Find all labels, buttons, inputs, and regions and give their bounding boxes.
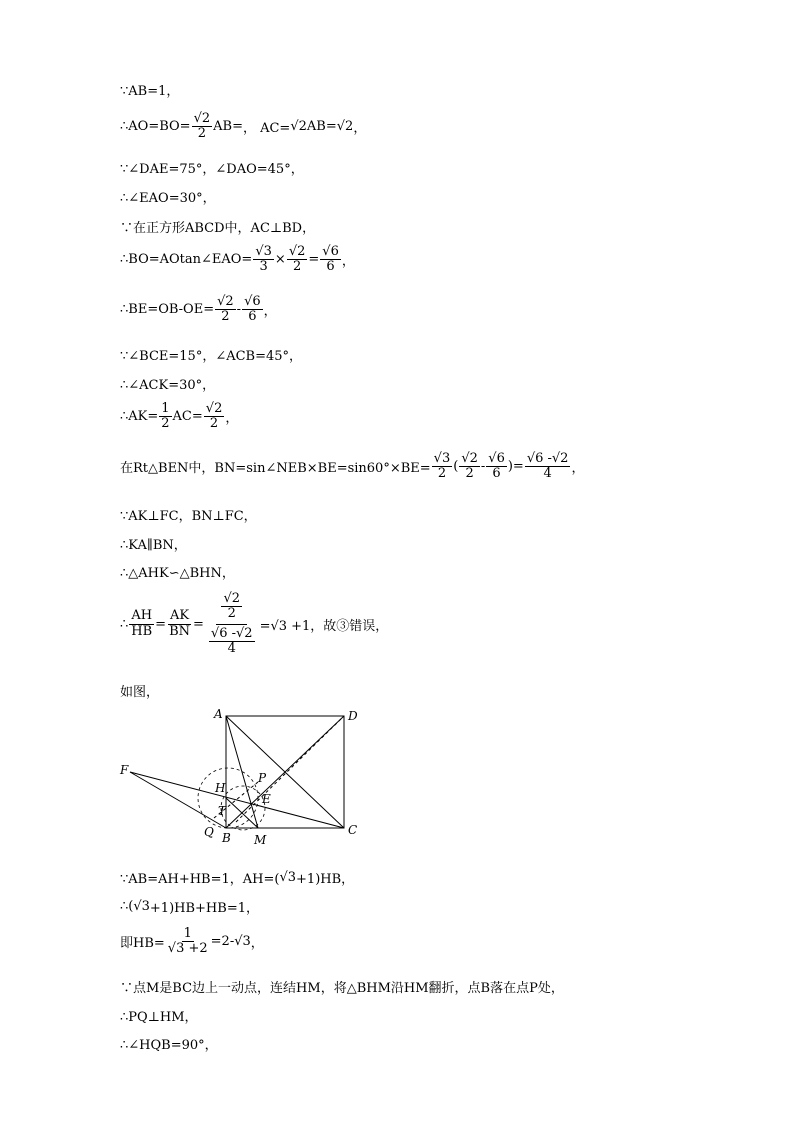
label-t: T: [218, 804, 227, 818]
label-e: E: [262, 792, 271, 806]
numerator: √2: [288, 244, 306, 259]
line-text: ，: [571, 461, 585, 477]
label-a: A: [214, 707, 223, 721]
line-text: √3: [133, 899, 150, 914]
segment-am: [226, 716, 258, 828]
line-text: ∵AB=1，: [120, 84, 180, 99]
line-text: ∴∠HQB=90°，: [120, 1038, 218, 1053]
text-line: [120, 1006, 198, 1025]
line-text: 如图，: [120, 685, 160, 700]
numerator: √2: [193, 111, 211, 126]
line-text: ，: [250, 936, 264, 952]
line-text: AB=: [213, 119, 243, 135]
text-line: [120, 345, 302, 364]
line-text: ，: [225, 411, 239, 427]
line-text: ∴BE=OB-OE=: [120, 302, 215, 318]
line-text: AB=: [306, 119, 337, 135]
fraction: [192, 112, 213, 142]
fraction: [459, 452, 480, 482]
text-line: [120, 592, 388, 656]
line-text: =: [155, 616, 167, 632]
line-text: ∴PQ⊥HM，: [120, 1010, 198, 1025]
text-line: [120, 217, 315, 236]
fraction: [253, 245, 274, 275]
denominator: 2: [221, 309, 230, 325]
fraction: [287, 245, 308, 275]
fraction: [204, 402, 225, 432]
line-text: √2: [290, 119, 307, 135]
text-line: [120, 402, 238, 432]
line-text: ， AC=: [242, 121, 291, 137]
denominator: 6: [492, 466, 501, 482]
compound-denominator: [204, 625, 260, 657]
numerator: √6: [488, 451, 505, 466]
line-text: =2-: [210, 934, 235, 950]
line-text: √3: [234, 934, 251, 950]
line-text: ∵在正方形ABCD中，AC⊥BD，: [120, 221, 316, 236]
fraction: [215, 295, 236, 325]
line-text: ∵点M是BC边上一动点，连结HM，将△BHM沿HM翻折，点B落在点P处，: [120, 981, 564, 996]
denominator: 3: [259, 259, 268, 275]
text-line: [120, 681, 159, 700]
line-text: ∴AK=: [120, 409, 159, 425]
label-p: P: [258, 771, 267, 785]
text-line: [120, 977, 564, 996]
line-text: +1)HB+HB=1，: [149, 901, 259, 916]
line-text: +1)HB，: [296, 872, 355, 887]
denominator: 4: [227, 640, 236, 656]
line-text: ，: [263, 304, 277, 320]
numerator: √6: [244, 294, 261, 309]
line-text: 在Rt△BEN中，BN=sin∠NEB×BE=sin60°×BE=: [120, 461, 431, 477]
label-f: F: [120, 763, 129, 777]
compound-numerator: [216, 592, 247, 625]
line-text: ∵AB=AH+HB=1，AH=(: [120, 872, 280, 887]
line-text: ∴AO=BO=: [120, 119, 191, 135]
text-line: [120, 374, 215, 393]
text-line: [120, 158, 304, 177]
denominator: 4: [543, 466, 552, 482]
line-text: ∵AK⊥FC，BN⊥FC，: [120, 509, 257, 524]
denominator: 2: [197, 126, 206, 142]
numerator: √6 -√2: [210, 625, 253, 641]
numerator: 1: [161, 401, 170, 416]
fraction: [486, 452, 507, 482]
line-text: ∵∠BCE=15°，∠ACB=45°，: [120, 349, 303, 364]
line-text: ×: [274, 252, 286, 268]
numerator: √2: [205, 401, 223, 416]
line-text: AC=: [172, 409, 203, 425]
line-text: =: [308, 252, 320, 268]
denominator: 2: [465, 466, 474, 482]
numerator: √6: [322, 244, 339, 259]
line-text: -: [480, 459, 486, 475]
text-line: [120, 505, 257, 524]
fraction: [166, 927, 210, 957]
line-text: ∵∠DAE=75°，∠DAO=45°，: [120, 162, 304, 177]
line-text: =√3 +1，故③错误，: [259, 618, 389, 634]
fraction: [242, 295, 263, 325]
label-m: M: [254, 833, 267, 847]
line-text: ∴(: [120, 899, 134, 914]
text-line: [120, 534, 187, 553]
line-text: ∴: [120, 616, 129, 632]
denominator: 2: [292, 259, 302, 275]
label-b: B: [222, 831, 231, 845]
line-text: ∴∠ACK=30°，: [120, 378, 216, 393]
text-line: [120, 295, 277, 325]
numerator: AH: [131, 608, 153, 624]
fraction: [320, 245, 341, 275]
denominator: 6: [326, 259, 335, 275]
denominator: 2: [437, 466, 447, 482]
line-text: =: [193, 616, 204, 632]
line-text: )=: [507, 459, 524, 475]
denominator: HB: [131, 623, 153, 639]
line-text: 即HB=: [120, 936, 165, 952]
line-text: ∴BO=AOtan∠EAO=: [120, 252, 253, 268]
denominator: 6: [248, 309, 257, 325]
fraction: [209, 627, 255, 657]
text-line: [120, 452, 584, 482]
numerator: √2: [217, 294, 234, 309]
text-line: [120, 562, 235, 581]
line-text: -: [236, 302, 242, 318]
denominator: BN: [169, 623, 191, 639]
line-text: ，: [341, 254, 355, 270]
label-c: C: [348, 823, 358, 837]
dashed-circle: [221, 786, 265, 830]
label-h: H: [215, 781, 226, 795]
numerator: 1: [183, 926, 192, 941]
line-text: (: [453, 459, 459, 475]
segment-fb: [130, 772, 226, 828]
text-line: [120, 927, 264, 957]
numerator: √3: [255, 244, 272, 259]
denominator: 2: [161, 416, 170, 432]
geometry-figure: [118, 700, 368, 850]
compound-fraction: [204, 592, 260, 656]
numerator: √2: [461, 451, 478, 466]
denominator: 2: [209, 416, 219, 432]
line-text: √2: [336, 119, 354, 135]
numerator: AK: [169, 608, 190, 624]
fraction: [159, 402, 171, 432]
label-d: D: [348, 709, 358, 723]
line-text: ∴∠EAO=30°，: [120, 191, 216, 206]
segment-fc: [130, 772, 344, 828]
line-text: ，: [353, 121, 367, 137]
text-line: [120, 868, 354, 887]
label-q: Q: [204, 825, 214, 839]
text-line: [120, 897, 259, 916]
fraction: [129, 609, 154, 639]
text-line: [120, 187, 216, 206]
denominator: 2: [227, 606, 236, 622]
fraction: [525, 452, 571, 482]
text-line: [120, 245, 355, 275]
line-text: √3: [279, 870, 297, 885]
numerator: √3: [433, 451, 451, 466]
denominator: √3 +2: [167, 941, 208, 957]
text-line: [120, 1034, 218, 1053]
line-text: ∴△AHK∽△BHN，: [120, 566, 235, 581]
fraction: [432, 452, 453, 482]
numerator: √6 -√2: [526, 451, 569, 466]
fraction: [167, 609, 192, 639]
numerator: √2: [223, 591, 241, 606]
line-text: ∴KA∥BN，: [120, 538, 187, 553]
text-line: [120, 112, 366, 142]
text-line: [120, 80, 179, 99]
fraction: [221, 592, 242, 622]
